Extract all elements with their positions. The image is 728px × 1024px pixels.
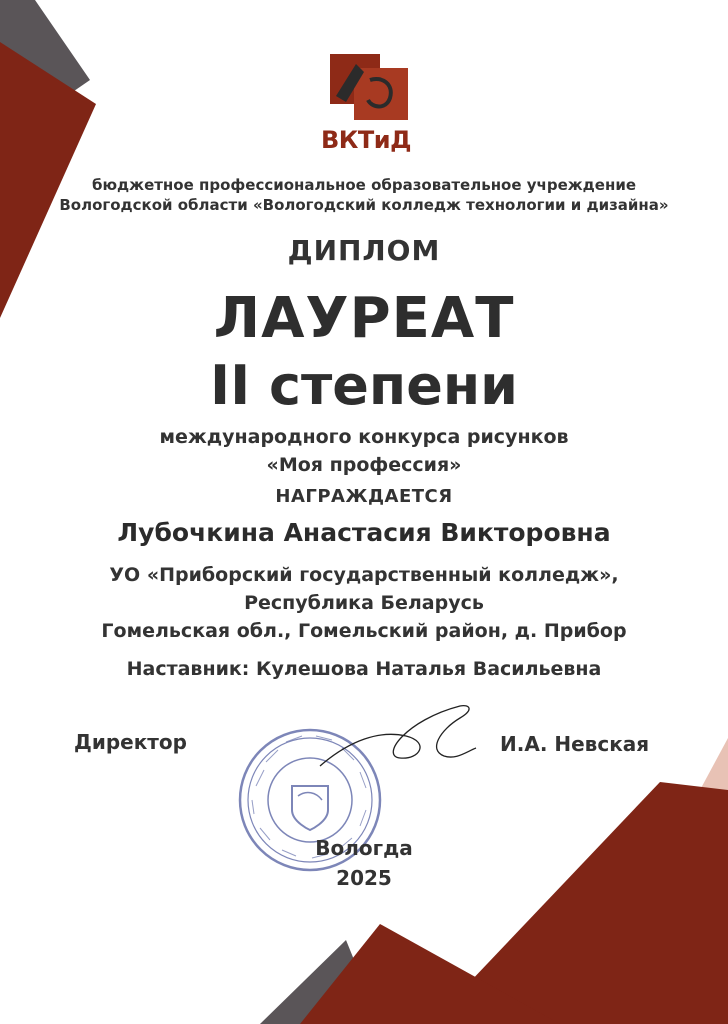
- document-title: ДИПЛОМ: [287, 234, 441, 267]
- director-name: И.А. Невская: [500, 732, 650, 756]
- mentor: Наставник: Кулешова Наталья Васильевна: [126, 658, 602, 680]
- recipient-org-line-2: Республика Беларусь: [244, 592, 484, 614]
- award-degree: II степени: [210, 354, 518, 417]
- contest-name: «Моя профессия»: [266, 454, 462, 476]
- city: Вологда: [315, 836, 413, 860]
- awarded-label: НАГРАЖДАЕТСЯ: [275, 486, 453, 507]
- director-signature: [310, 700, 480, 780]
- recipient-org-line-1: УО «Приборский государственный колледж»,: [109, 564, 619, 586]
- year: 2025: [336, 866, 392, 890]
- logo-square-front: [354, 68, 408, 120]
- director-role: Директор: [74, 730, 187, 754]
- institution-line-1: бюджетное профессиональное образовательное учреждение: [91, 176, 637, 194]
- award-title: ЛАУРЕАТ: [213, 286, 515, 351]
- logo-text: ВКТиД: [321, 126, 411, 154]
- recipient-name: Лубочкина Анастасия Викторовна: [117, 518, 611, 547]
- institution-line-2: Вологодской области «Вологодский колледж технологии и дизайна»: [59, 196, 669, 214]
- contest-line-1: международного конкурса рисунков: [159, 426, 569, 448]
- recipient-org-line-3: Гомельская обл., Гомельский район, д. Прибор: [101, 620, 627, 642]
